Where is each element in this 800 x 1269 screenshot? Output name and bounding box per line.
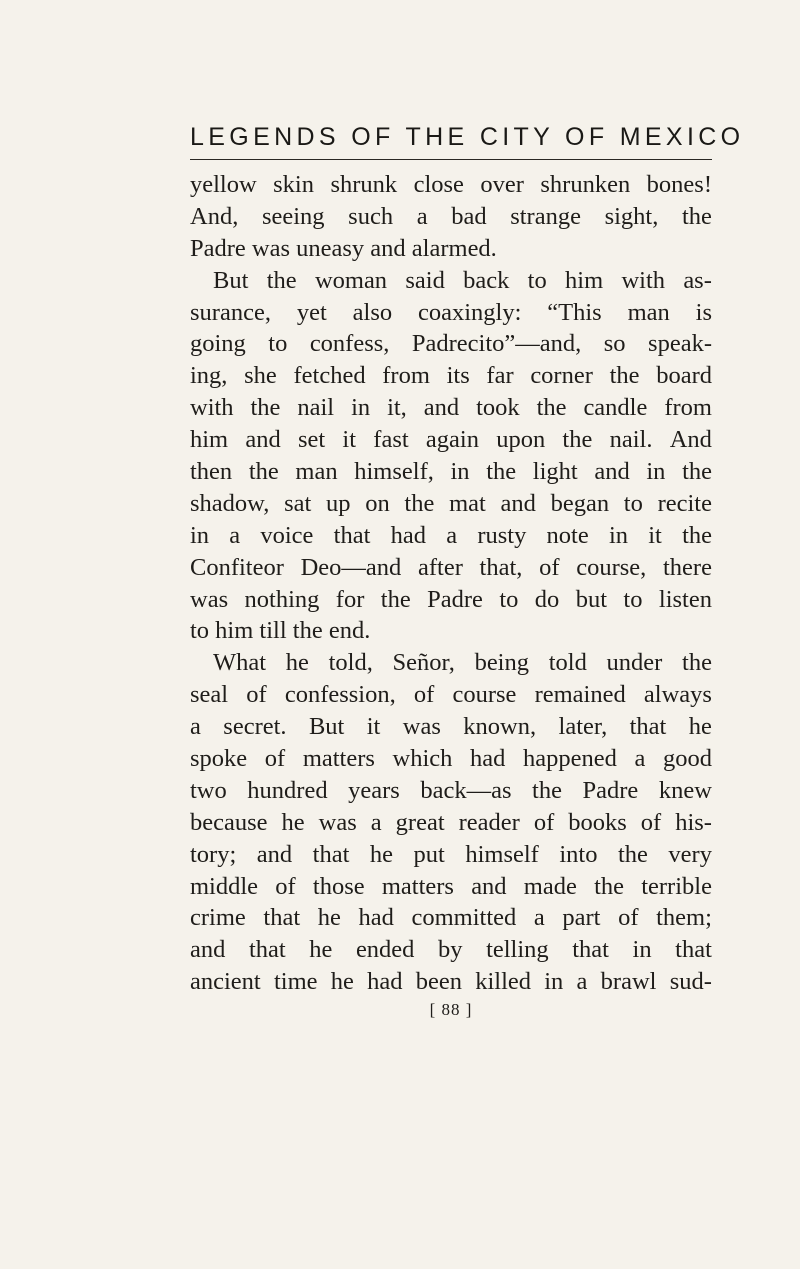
text-line: him and set it fast again upon the nail. And (190, 426, 712, 454)
text-line: a secret. But it was known, later, that he (190, 713, 712, 741)
text-line: seal of confession, of course remained always (190, 681, 712, 709)
text-line: to him till the end. (190, 617, 371, 645)
text-line: But the woman said back to him with as- (213, 266, 712, 294)
text-line: And, seeing such a bad strange sight, the (190, 202, 712, 230)
header-rule (190, 159, 712, 160)
text-line: with the nail in it, and took the candle from (190, 394, 712, 422)
running-head: LEGENDS OF THE CITY OF MEXICO (190, 123, 745, 151)
text-line: tory; and that he put himself into the very (190, 840, 712, 868)
text-line: shadow, sat up on the mat and began to recite (190, 489, 712, 517)
text-line: What he told, Señor, being told under the (213, 649, 712, 677)
body-text (190, 169, 712, 998)
text-line: Confiteor Deo—and after that, of course, there (190, 553, 712, 581)
text-line: Padre was uneasy and alarmed. (190, 234, 497, 262)
text-line: middle of those matters and made the terrible (190, 872, 712, 900)
text-line: ing, she fetched from its far corner the board (190, 362, 712, 390)
text-line: and that he ended by telling that in that (190, 936, 712, 964)
page-number: [ 88 ] (429, 1000, 473, 1019)
text-line: then the man himself, in the light and in the (190, 458, 712, 486)
text-line: in a voice that had a rusty note in it the (190, 521, 712, 549)
text-line: spoke of matters which had happened a good (190, 745, 712, 773)
text-line: going to confess, Padrecito”—and, so speak- (190, 330, 712, 358)
text-line: because he was a great reader of books of his- (190, 808, 712, 836)
text-line: surance, yet also coaxingly: “This man is (190, 298, 712, 326)
text-line: crime that he had committed a part of them; (190, 904, 712, 932)
text-line: ancient time he had been killed in a brawl sud- (190, 968, 712, 996)
text-line: was nothing for the Padre to do but to listen (190, 585, 712, 613)
text-line: yellow skin shrunk close over shrunken bones! (190, 171, 712, 198)
text-line: two hundred years back—as the Padre knew (190, 776, 712, 804)
